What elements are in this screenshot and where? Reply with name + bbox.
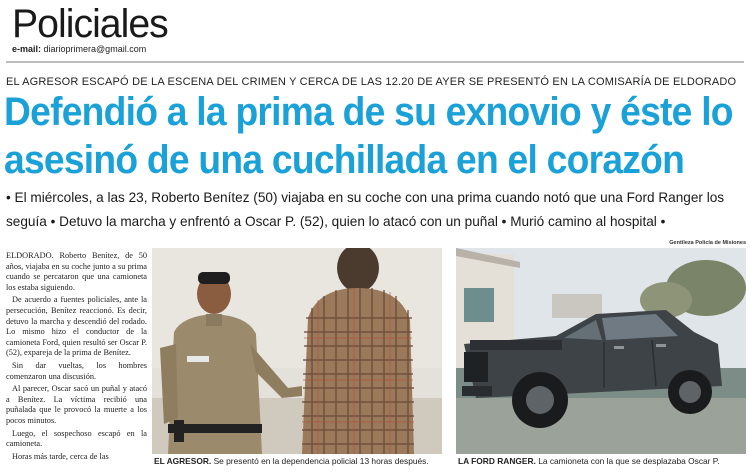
body-paragraph: Al parecer, Oscar sacó un puñal y atacó a Benítez. La víctima recibió una puñalada que le provocó la muerte a los pocos minutos.: [6, 384, 147, 425]
article-deck: • El miércoles, a las 23, Roberto Benítez (50) viajaba en su coche con una prima cuando notó que una Ford Ranger los seguía • Detuvo la marcha y enfrentó a Oscar P. (52), quien lo atacó con un puñal • Murió camino al hospital •: [6, 190, 725, 229]
headline-line-1: Defendió a la prima de su exnovio y éste lo: [4, 90, 733, 134]
header-divider: [6, 61, 744, 63]
caption-text: Se presentó en la dependencia policial 13 horas después.: [213, 456, 429, 466]
email-address[interactable]: diarioprimera@gmail.com: [43, 44, 147, 54]
caption-label: EL AGRESOR.: [154, 456, 212, 466]
photo-aggressor: [152, 248, 442, 454]
article-body: [6, 251, 147, 464]
body-paragraph: ELDORADO. Roberto Benítez, de 50 años, viajaba en su coche junto a su prima cuando se percataron que una camioneta los estaba siguiendo.: [6, 251, 147, 292]
photo-ford-ranger: [456, 248, 746, 454]
caption-ford-ranger: [458, 456, 720, 466]
headline-line-2: asesinó de una cuchillada en el corazón: [4, 138, 685, 182]
photo-aggressor-image: [152, 248, 442, 454]
article-headline: [4, 88, 733, 184]
caption-label: LA FORD RANGER.: [458, 456, 536, 466]
photo-credit: Gentileza Policía de Misiones: [669, 240, 746, 246]
email-label: e-mail:: [12, 44, 42, 54]
body-paragraph: Horas más tarde, cerca de las: [12, 451, 109, 461]
body-paragraph: Luego, el sospechoso escapó en la camioneta.: [6, 428, 147, 449]
body-paragraph: Sin dar vueltas, los hombres comenzaron una discusión.: [6, 360, 147, 381]
caption-text: La camioneta con la que se desplazaba Oscar P.: [538, 456, 720, 466]
body-paragraph: De acuerdo a fuentes policiales, ante la persecución, Benítez reaccionó. Es decir, detuvo la marcha y descendió del rodado. Lo mismo hizo el conductor de la camioneta Ford, quien resultó ser Oscar P. (52), expareja de la prima de Benítez.: [6, 295, 147, 358]
caption-aggressor: [154, 456, 429, 466]
contact-email: [12, 44, 146, 54]
section-title: Policiales: [12, 2, 168, 46]
article-kicker: EL AGRESOR ESCAPÓ DE LA ESCENA DEL CRIMEN Y CERCA DE LAS 12.20 DE AYER SE PRESENTÓ EN LA COMISARÍA DE ELDORADO: [6, 76, 737, 88]
photo-ford-ranger-image: [456, 248, 746, 454]
